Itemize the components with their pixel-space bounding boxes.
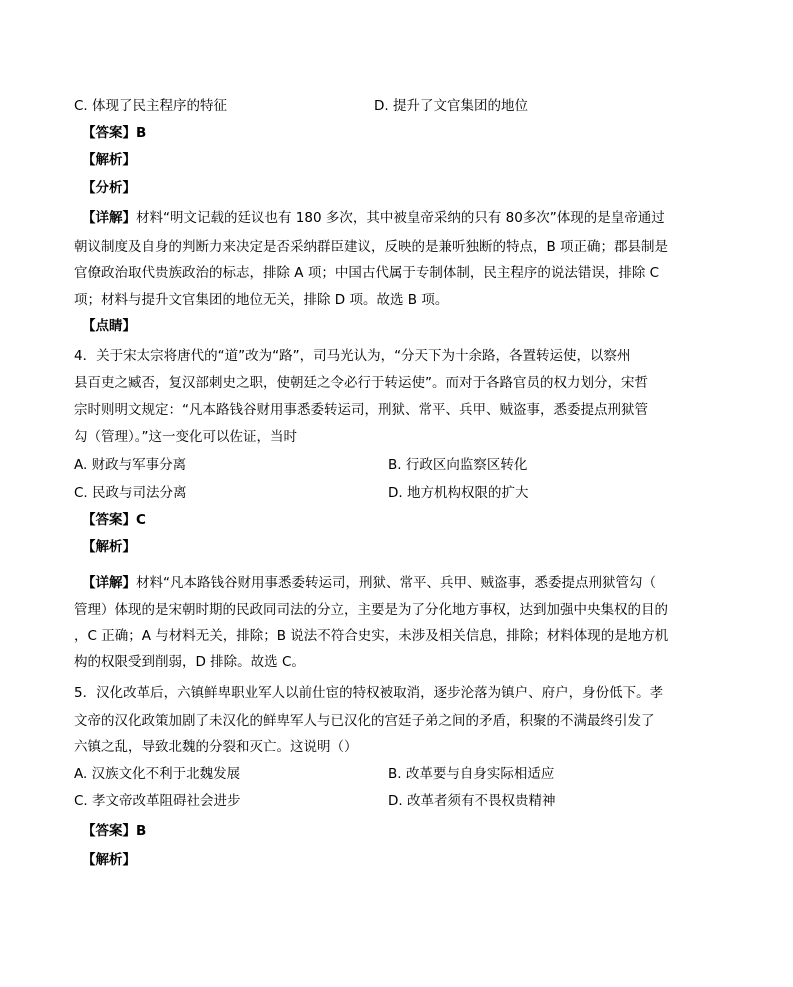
q3-option-d: D. 提升了文官集团的地位 bbox=[374, 98, 528, 114]
answer-label: 【答案】 bbox=[82, 823, 136, 839]
q3-option-c: C. 体现了民主程序的特征 bbox=[74, 98, 228, 114]
detail-label: 【详解】 bbox=[82, 210, 136, 226]
q4-detail-line-1 bbox=[82, 573, 730, 593]
q4-stem-line-4: 勾（管理）。”这一变化可以佐证，当时 bbox=[74, 429, 297, 445]
detail-text: 材料“明文记载的廷议也有 180 多次，其中被皇帝采纳的只有 80多次”体现的是皇帝通过 bbox=[136, 210, 665, 226]
q5-stem-line-2: 文帝的汉化政策加剧了未汉化的鲜卑军人与已汉化的宫廷子弟之间的矛盾，积聚的不满最终引发了 bbox=[74, 713, 655, 729]
q5-option-a: A. 汉族文化不利于北魏发展 bbox=[74, 766, 241, 782]
q5-analysis-label: 【解析】 bbox=[82, 852, 136, 868]
q5-answer bbox=[82, 821, 146, 841]
detail-label: 【详解】 bbox=[82, 575, 136, 591]
q3-answer bbox=[82, 123, 146, 143]
q4-stem-line-1: 4．关于宋太宗将唐代的“道”改为“路”，司马光认为，“分天下为十余路，各置转运使，以察州 bbox=[74, 348, 631, 364]
answer-label: 【答案】 bbox=[82, 125, 136, 141]
q3-detail-line-3: 官僚政治取代贵族政治的标志，排除 A 项；中国古代属于专制体制，民主程序的说法错误，排除 C bbox=[74, 265, 660, 281]
q3-detail-line-4: 项；材料与提升文官集团的地位无关，排除 D 项。故选 B 项。 bbox=[74, 292, 449, 308]
q4-option-a: A. 财政与军事分离 bbox=[74, 457, 187, 473]
q4-answer bbox=[82, 510, 146, 530]
q4-stem-line-3: 宗时则明文规定：“凡本路钱谷财用事悉委转运司，刑狱、常平、兵甲、贼盗事，悉委提点刑狱管 bbox=[74, 402, 648, 418]
q4-analysis-label: 【解析】 bbox=[82, 539, 136, 555]
q5-stem-line-1: 5．汉化改革后，六镇鲜卑职业军人以前仕宦的特权被取消，逐步沦落为镇户、府户，身份低下。孝 bbox=[74, 685, 664, 701]
q4-stem-line-2: 县百吏之臧否，复汉部刺史之职，使朝廷之令必行于转运使”。而对于各路官员的权力划分，宋哲 bbox=[74, 375, 648, 391]
q5-option-c: C. 孝文帝改革阻碍社会进步 bbox=[74, 793, 241, 809]
q5-stem-line-3: 六镇之乱，导致北魏的分裂和灭亡。这说明（） bbox=[74, 739, 358, 755]
q5-option-d: D. 改革者须有不畏权贵精神 bbox=[388, 793, 556, 809]
q4-detail-line-2: 管理）体现的是宋朝时期的民政同司法的分立，主要是为了分化地方事权，达到加强中央集权的目的 bbox=[74, 602, 668, 618]
q5-option-b: B. 改革要与自身实际相适应 bbox=[388, 766, 555, 782]
q4-option-c: C. 民政与司法分离 bbox=[74, 485, 187, 501]
q3-detail-line-1 bbox=[82, 208, 730, 228]
answer-label: 【答案】 bbox=[82, 512, 136, 528]
detail-text: 材料“凡本路钱谷财用事悉委转运司，刑狱、常平、兵甲、贼盗事，悉委提点刑狱管勾（ bbox=[136, 575, 656, 591]
q4-option-b: B. 行政区向监察区转化 bbox=[388, 457, 528, 473]
answer-value: C bbox=[136, 512, 146, 528]
q4-option-d: D. 地方机构权限的扩大 bbox=[388, 485, 529, 501]
answer-value: B bbox=[136, 823, 147, 839]
answer-value: B bbox=[136, 125, 147, 141]
q4-detail-line-4: 构的权限受到削弱，D 排除。故选 C。 bbox=[74, 654, 305, 670]
q3-analysis-label: 【解析】 bbox=[82, 152, 136, 168]
q3-detail-line-2: 朝议制度及自身的判断力来决定是否采纳群臣建议，反映的是兼听独断的特点，B 项正确；郡县制是 bbox=[74, 239, 669, 255]
q3-fenxi-label: 【分析】 bbox=[82, 180, 136, 196]
q4-detail-line-3: ，C 正确；A 与材料无关，排除；B 说法不符合史实，未涉及相关信息，排除；材料体现的是地方机 bbox=[74, 628, 669, 644]
q3-dianjing-label: 【点睛】 bbox=[82, 318, 136, 334]
